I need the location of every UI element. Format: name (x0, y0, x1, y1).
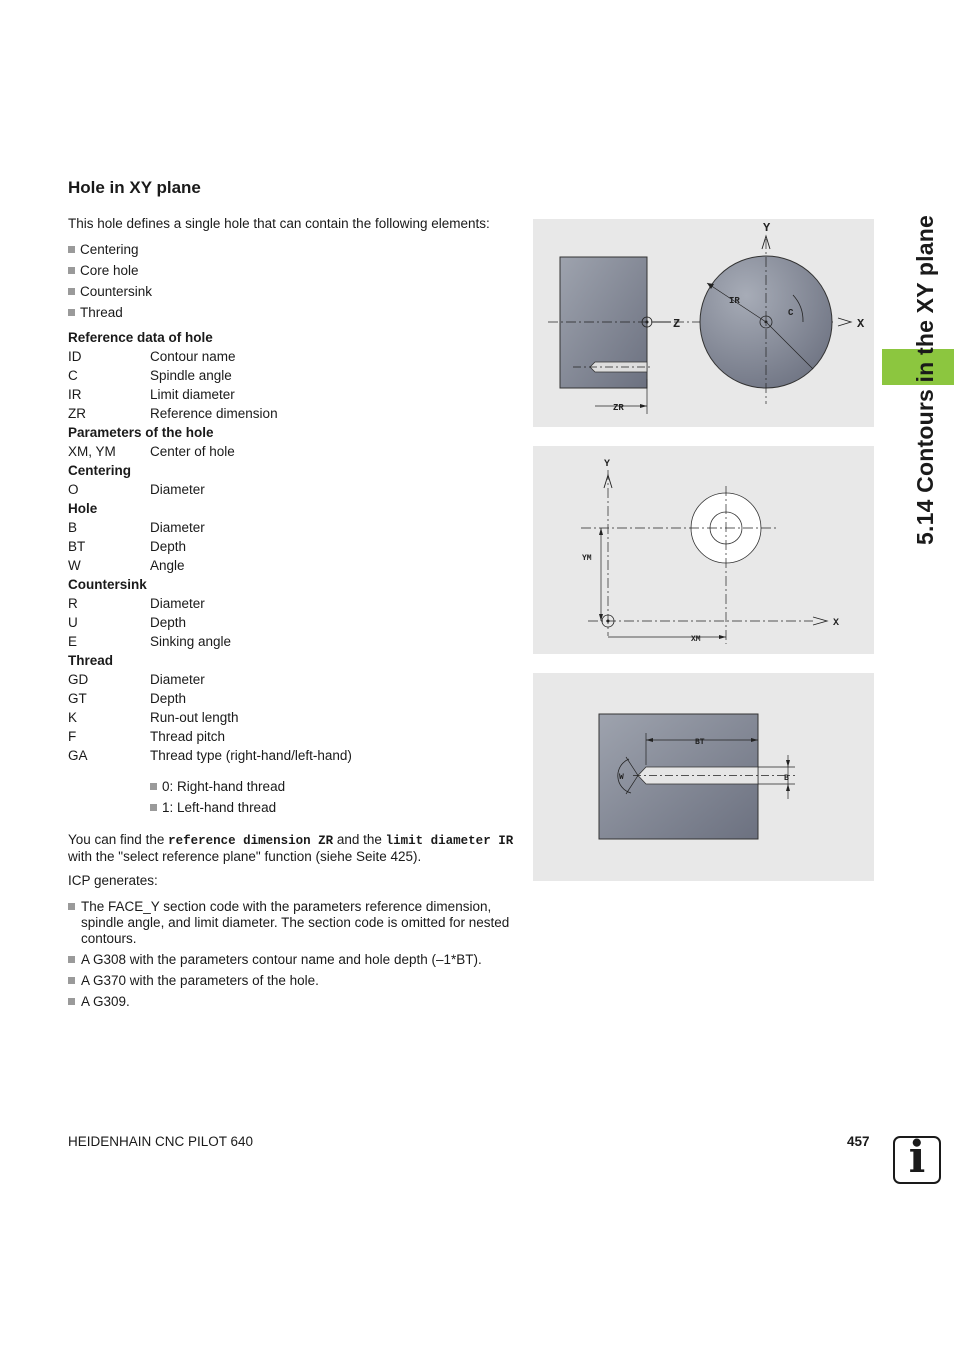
param-row: U Depth (68, 615, 187, 630)
page-number: 457 (847, 1134, 870, 1149)
param-row: F Thread pitch (68, 729, 226, 744)
icp-list (68, 899, 531, 1010)
icp-generates-text: ICP generates: (68, 873, 158, 888)
param-row: GT Depth (68, 691, 187, 706)
group-heading: Parameters of the hole (68, 425, 214, 440)
group-heading: Reference data of hole (68, 330, 213, 345)
w-label: W (619, 773, 624, 782)
x-axis-label: X (857, 317, 865, 331)
ir-label: IR (729, 296, 740, 306)
list-item: A G309. (68, 994, 531, 1010)
group-heading: Countersink (68, 577, 147, 592)
param-row: C Spindle angle (68, 368, 232, 383)
info-icon: i (893, 1136, 941, 1184)
section-title: Hole in XY plane (68, 178, 201, 197)
reference-paragraph: You can find the reference dimension ZR and the limit diameter IR with the "select reference plane" function (siehe Seite 425). (68, 832, 514, 864)
z-axis-label: Z (673, 317, 681, 331)
figure-hole-section (533, 673, 874, 881)
param-row: K Run-out length (68, 710, 239, 725)
b-label: B (784, 774, 789, 783)
bt-label: BT (695, 738, 705, 747)
intro-text: This hole defines a single hole that can contain the following elements: (68, 216, 490, 231)
param-row: O Diameter (68, 482, 205, 497)
param-row: IR Limit diameter (68, 387, 235, 402)
c-label: C (788, 308, 794, 318)
param-row: GD Diameter (68, 672, 205, 687)
xm-label: XM (691, 635, 701, 644)
list-item: The FACE_Y section code with the parameters reference dimension, spindle angle, and limit diameter. The section code is omitted for nested contours. (68, 899, 531, 947)
x-axis-label: X (833, 618, 840, 629)
group-heading: Thread (68, 653, 114, 668)
list-item: Countersink (68, 283, 152, 301)
param-row: ZR Reference dimension (68, 406, 278, 421)
y-axis-label: Y (604, 459, 611, 470)
param-row: E Sinking angle (68, 634, 232, 649)
ym-label: YM (582, 554, 592, 563)
list-item: Centering (68, 241, 152, 259)
param-row: W Angle (68, 558, 185, 573)
thread-type-list (150, 778, 285, 817)
chapter-title: 5.14 Contours in the XY plane (912, 214, 938, 545)
param-row: R Diameter (68, 596, 205, 611)
param-row: XM, YM Center of hole (68, 444, 235, 459)
footer-product: HEIDENHAIN CNC PILOT 640 (68, 1134, 254, 1149)
figure-hole-center (533, 446, 874, 654)
list-item: A G370 with the parameters of the hole. (68, 973, 531, 989)
param-row: BT Depth (68, 539, 187, 554)
elements-list (68, 241, 152, 322)
list-item: 0: Right-hand thread (150, 778, 285, 796)
zr-label: ZR (613, 403, 624, 413)
param-row: GA Thread type (right-hand/left-hand) (68, 748, 352, 763)
group-heading: Hole (68, 501, 98, 516)
list-item: A G308 with the parameters contour name and hole depth (–1*BT). (68, 952, 531, 968)
list-item: 1: Left-hand thread (150, 799, 285, 817)
list-item: Thread (68, 304, 152, 322)
group-heading: Centering (68, 463, 132, 478)
param-row: B Diameter (68, 520, 205, 535)
list-item: Core hole (68, 262, 152, 280)
figure-hole-reference (533, 219, 874, 427)
parameter-table (68, 329, 352, 765)
param-row: ID Contour name (68, 349, 236, 364)
y-axis-label: Y (763, 221, 771, 235)
